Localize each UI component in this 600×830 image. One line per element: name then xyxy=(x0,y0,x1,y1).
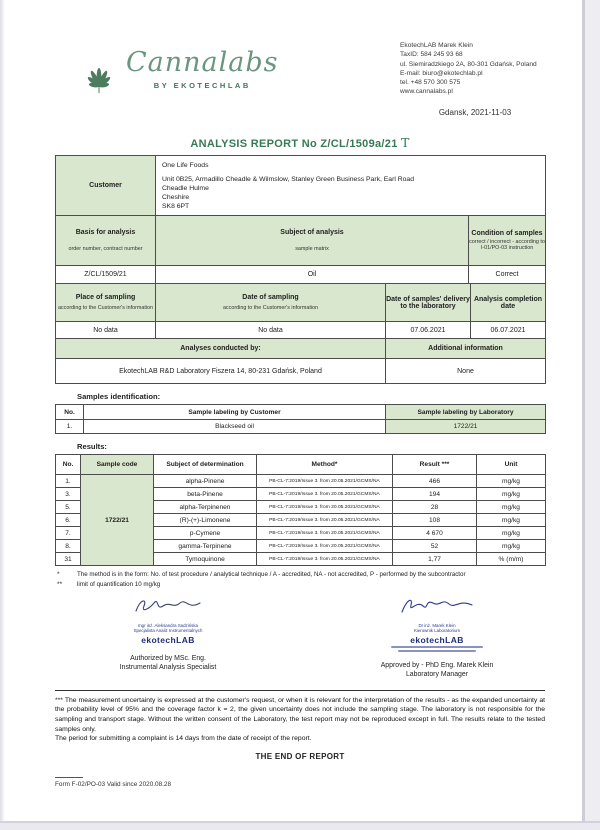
result-method: PB-CL-7:2019/Issue 3. from 20.05.2021/GCMS/NA xyxy=(257,488,393,501)
result-value: 1,77 xyxy=(393,553,477,566)
results-col-sample-code: Sample code xyxy=(81,455,154,475)
footnote-marker: ** xyxy=(57,581,63,588)
result-subject: alpha-Pinene xyxy=(154,475,257,488)
result-subject: (R)-(+)-Limonene xyxy=(154,514,257,527)
result-subject: alpha-Terpinenen xyxy=(154,501,257,514)
result-no: 31 xyxy=(56,553,81,566)
date-of-sampling-header: Date of sampling according to the Customer's information xyxy=(156,284,386,322)
result-unit: mg/kg xyxy=(477,501,546,514)
uncertainty-disclaimer: *** The measurement uncertainty is expressed at the customer's request, or when it is relevant for the interpretation of the results - as the expanded uncertainty at the probability level of 95% and the coverage factor k = 2, the given uncertainty does not include the sampling stage. The laboratory is not responsible for the sampling and transport stage. Without the written consent of the Laboratory, the test report may not be reproduced except in full. The results relate to the tested samples only. xyxy=(55,690,545,734)
basis-value: Z/CL/1509/21 xyxy=(56,266,156,284)
result-value: 4 670 xyxy=(393,527,477,540)
approver-stamp-address-line xyxy=(398,650,476,652)
dateline: Gdansk, 2021-11-03 xyxy=(438,108,512,117)
result-sample-code: 1722/21 xyxy=(81,475,154,566)
result-method: PB-CL-7:2019/Issue 3. from 20.05.2021/GCMS/NA xyxy=(257,540,393,553)
conducted-by-value: EkotechLAB R&D Laboratory Fiszera 14, 80-231 Gdańsk, Poland xyxy=(56,359,386,384)
result-value: 466 xyxy=(393,475,477,488)
condition-header: Condition of samples correct / incorrect - according to I-01/PO-03 instruction xyxy=(469,216,546,266)
footnote-text: The method is in the form: No. of test procedure / analytical technique / A - accredited, NA - not accredited, P - performed by the subcontractor xyxy=(77,571,466,578)
result-value: 52 xyxy=(393,540,477,553)
footer-rule xyxy=(55,777,83,778)
result-no: 7. xyxy=(56,527,81,540)
approver-signature-block xyxy=(347,594,527,680)
letterhead-contact-block xyxy=(400,41,537,97)
result-no: 5. xyxy=(56,501,81,514)
sample-laboratory-label: 1722/21 xyxy=(386,420,546,434)
customer-details: One Life Foods Unit 0B25, Armadillo Cheadle & Wilmslow, Stanley Green Business Park, Earl Road Cheadle Hulme Cheshire SK8 6PT xyxy=(156,156,546,216)
authorizer-caption: Authorized by MSc. Eng. Instrumental Analysis Specialist xyxy=(119,654,217,672)
footnote-text: limit of quantification 10 mg/kg xyxy=(77,581,161,588)
delivery-date-header: Date of samples' delivery to the laboratory xyxy=(386,284,471,322)
date-of-sampling-value: No data xyxy=(156,322,386,339)
place-of-sampling-header: Place of sampling according to the Customer's information xyxy=(56,284,156,322)
method-footnotes xyxy=(55,571,545,588)
result-no: 1. xyxy=(56,475,81,488)
authorizer-stamp-role: Specjalista Analiz Instrumentalnych xyxy=(133,628,203,634)
approver-stamp-role: Kierownik Laboratorium xyxy=(413,628,461,634)
results-table xyxy=(55,454,546,566)
results-col-no: No. xyxy=(56,455,81,475)
result-unit: mg/kg xyxy=(477,488,546,501)
form-footer xyxy=(55,777,545,788)
customer-table xyxy=(55,155,546,216)
conducted-table xyxy=(55,338,546,384)
result-unit: mg/kg xyxy=(477,527,546,540)
result-no: 3. xyxy=(56,488,81,501)
samples-section-title: Samples identification: xyxy=(77,392,161,401)
results-row xyxy=(56,475,546,488)
result-value: 28 xyxy=(393,501,477,514)
result-unit: mg/kg xyxy=(477,475,546,488)
result-no: 6. xyxy=(56,514,81,527)
results-section-title: Results: xyxy=(77,442,107,451)
authorizer-signature-block xyxy=(83,594,253,680)
result-value: 108 xyxy=(393,514,477,527)
results-col-subject: Subject of determination xyxy=(154,455,257,475)
authorizer-stamp-name: mgr inż. Aleksandra Sadzińska xyxy=(137,623,199,628)
cannabis-leaf-icon xyxy=(78,56,120,100)
letterhead-line: ul. Siemiradzkiego 2A, 80-301 Gdańsk, Poland xyxy=(400,60,537,68)
results-col-method: Method* xyxy=(257,455,393,475)
signatures-section xyxy=(55,594,545,680)
result-unit: mg/kg xyxy=(477,514,546,527)
samples-row xyxy=(56,420,546,434)
report-title-suffix: T xyxy=(400,135,410,150)
result-unit: % (m/m) xyxy=(477,553,546,566)
cannalabs-logo xyxy=(78,48,279,100)
result-subject: Tymoquinone xyxy=(154,553,257,566)
customer-label: Customer xyxy=(56,156,156,216)
approver-stamp-name: Dr inż. Marek Klein xyxy=(418,623,456,628)
subject-header: Subject of analysis sample matrix xyxy=(156,216,469,266)
approver-stamp-address-line xyxy=(391,646,483,648)
subject-value: Oil xyxy=(156,266,469,284)
result-subject: beta-Pinene xyxy=(154,488,257,501)
completion-date-value: 06.07.2021 xyxy=(471,322,546,339)
brand-name: Cannalabs xyxy=(126,47,279,78)
result-method: PB-CL-7:2019/Issue 3. from 20.05.2021/GCMS/NA xyxy=(257,475,393,488)
authorizer-handwritten-signature xyxy=(132,594,204,618)
form-id-text: Form F-02/PO-03 Valid since 2020.08.28 xyxy=(55,780,172,788)
sampling-table xyxy=(55,283,546,339)
result-method: PB-CL-7:2019/Issue 3. from 20.05.2021/GCMS/NA xyxy=(257,553,393,566)
result-subject: gamma-Terpinene xyxy=(154,540,257,553)
samples-col-laboratory: Sample labeling by Laboratory xyxy=(386,405,546,420)
completion-date-header: Analysis completion date xyxy=(471,284,546,322)
photo-edge-right xyxy=(585,0,600,830)
result-unit: mg/kg xyxy=(477,540,546,553)
complaint-period-note: The period for submitting a complaint is 14 days from the date of receipt of the report. xyxy=(55,735,312,743)
place-of-sampling-value: No data xyxy=(56,322,156,339)
samples-col-customer: Sample labeling by Customer xyxy=(84,405,386,420)
report-title: ANALYSIS REPORT No Z/CL/1509a/21 T xyxy=(190,135,410,150)
basis-header: Basis for analysis order number, contract number xyxy=(56,216,156,266)
basis-table xyxy=(55,215,546,284)
result-no: 8. xyxy=(56,540,81,553)
results-col-unit: Unit xyxy=(477,455,546,475)
footnote-marker: * xyxy=(57,571,60,578)
result-subject: p-Cymene xyxy=(154,527,257,540)
additional-info-header: Additional information xyxy=(386,339,546,359)
delivery-date-value: 07.06.2021 xyxy=(386,322,471,339)
brand-subtitle: BY EKOTECHLAB xyxy=(153,81,251,90)
letterhead-line: EkotechLAB Marek Klein xyxy=(400,42,473,49)
samples-table xyxy=(55,404,546,434)
letterhead-line: www.cannalabs.pl xyxy=(400,88,453,96)
approver-caption: Approved by - PhD Eng. Marek Klein Laboratory Manager xyxy=(380,661,494,679)
samples-col-no: No. xyxy=(56,405,84,420)
results-col-result: Result *** xyxy=(393,455,477,475)
end-of-report-label: THE END OF REPORT xyxy=(255,751,345,761)
letterhead-line: TaxID: 584 245 93 68 xyxy=(400,51,463,59)
result-value: 194 xyxy=(393,488,477,501)
condition-value: Correct xyxy=(469,266,546,284)
photo-edge-left xyxy=(0,0,5,830)
additional-info-value: None xyxy=(386,359,546,384)
letterhead-line: tel. +48 570 300 575 xyxy=(400,79,461,87)
sample-customer-label: Blackseed oil xyxy=(84,420,386,434)
authorizer-stamp-logo: ekotechLAB xyxy=(141,634,195,645)
sample-no: 1. xyxy=(56,420,84,434)
approver-stamp-logo: ekotechLAB xyxy=(410,634,464,645)
result-method: PB-CL-7:2019/Issue 3. from 20.05.2021/GCMS/NA xyxy=(257,501,393,514)
photo-edge-bottom xyxy=(0,823,600,830)
approver-handwritten-signature xyxy=(397,594,477,618)
result-method: PB-CL-7:2019/Issue 3. from 20.05.2021/GCMS/NA xyxy=(257,527,393,540)
letterhead-line: E-mail: biuro@ekotechlab.pl xyxy=(400,69,483,77)
conducted-by-header: Analyses conducted by: xyxy=(56,339,386,359)
result-method: PB-CL-7:2019/Issue 3. from 20.05.2021/GCMS/NA xyxy=(257,514,393,527)
